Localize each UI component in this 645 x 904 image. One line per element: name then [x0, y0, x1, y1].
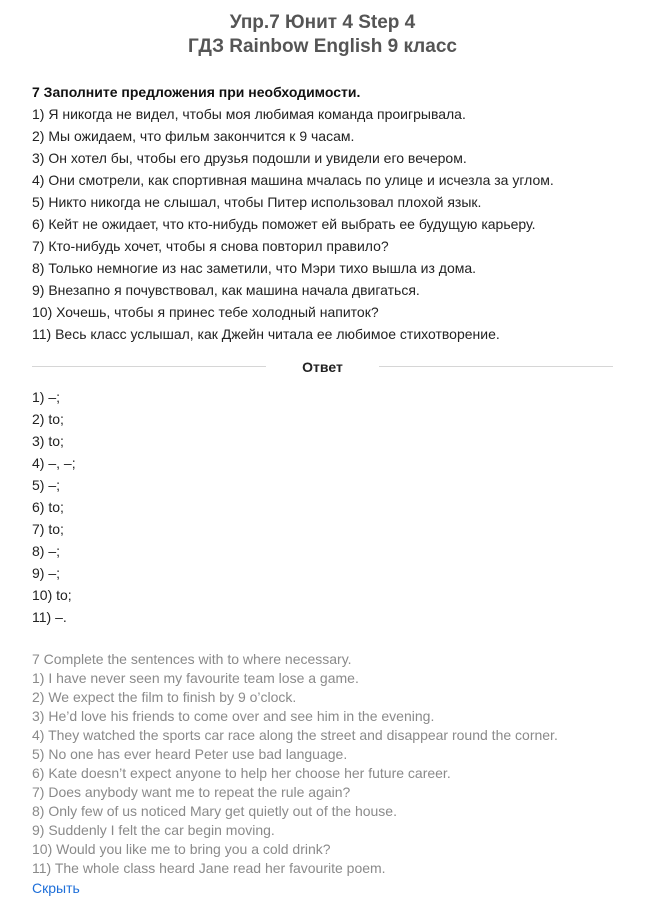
list-item: 8) Only few of us noticed Mary get quietly out of the house.: [32, 803, 397, 819]
hide-link[interactable]: Скрыть: [32, 880, 80, 896]
list-item: 11) The whole class heard Jane read her favourite poem.: [32, 860, 386, 876]
answer-item: 7) to;: [32, 521, 64, 537]
list-item: 1) I have never seen my favourite team lose a game.: [32, 670, 359, 686]
russian-sentences-list: [32, 103, 554, 345]
list-item: 7) Does anybody want me to repeat the rule again?: [32, 784, 351, 800]
list-item: 10) Хочешь, чтобы я принес тебе холодный напиток?: [32, 304, 379, 320]
list-item: 6) Кейт не ожидает, что кто-нибудь поможет ей выбрать ее будущую карьеру.: [32, 216, 536, 232]
list-item: 7) Кто-нибудь хочет, чтобы я снова повторил правило?: [32, 238, 389, 254]
answer-item: 1) –;: [32, 389, 61, 405]
list-item: 1) Я никогда не видел, чтобы моя любимая команда проигрывала.: [32, 106, 466, 122]
english-sentences-list: [32, 669, 558, 878]
list-item: 3) He’d love his friends to come over and see him in the evening.: [32, 708, 435, 724]
answer-item: 4) –, –;: [32, 455, 76, 471]
list-item: 2) We expect the film to finish by 9 o’clock.: [32, 689, 297, 705]
list-item: 11) Весь класс услышал, как Джейн читала ее любимое стихотворение.: [32, 326, 500, 342]
answer-item: 11) –.: [32, 609, 67, 625]
list-item: 9) Внезапно я почувствовал, как машина начала двигаться.: [32, 282, 420, 298]
list-item: 2) Мы ожидаем, что фильм закончится к 9 часам.: [32, 128, 355, 144]
answer-item: 6) to;: [32, 499, 64, 515]
answer-item: 10) to;: [32, 587, 72, 603]
answer-item: 2) to;: [32, 411, 64, 427]
list-item: 4) Они смотрели, как спортивная машина мчалась по улице и исчезла за углом.: [32, 172, 554, 188]
divider-line-right: [379, 366, 613, 367]
english-original-block: [32, 650, 558, 878]
answer-item: 8) –;: [32, 543, 61, 559]
list-item: 6) Kate doesn’t expect anyone to help her choose her future career.: [32, 765, 451, 781]
answers-list: [32, 386, 76, 628]
answer-item: 5) –;: [32, 477, 61, 493]
list-item: 3) Он хотел бы, чтобы его друзья подошли и увидели его вечером.: [32, 150, 467, 166]
page-subtitle: ГДЗ Rainbow English 9 класс: [188, 36, 457, 57]
list-item: 8) Только немногие из нас заметили, что Мэри тихо вышла из дома.: [32, 260, 477, 276]
list-item: 5) Никто никогда не слышал, чтобы Питер использовал плохой язык.: [32, 194, 482, 210]
list-item: 10) Would you like me to bring you a cold drink?: [32, 841, 331, 857]
page-title: Упр.7 Юнит 4 Step 4: [229, 12, 416, 33]
divider-line-left: [32, 366, 266, 367]
list-item: 4) They watched the sports car race along the street and disappear round the corner.: [32, 727, 558, 743]
list-item: 5) No one has ever heard Peter use bad language.: [32, 746, 348, 762]
answer-label: Ответ: [302, 359, 343, 375]
answer-item: 9) –;: [32, 565, 61, 581]
english-task-heading: 7 Complete the sentences with to where necessary.: [32, 651, 352, 667]
answer-item: 3) to;: [32, 433, 64, 449]
list-item: 9) Suddenly I felt the car begin moving.: [32, 822, 275, 838]
answer-divider: [0, 356, 645, 378]
task-heading: 7 Заполните предложения при необходимости.: [32, 84, 361, 100]
